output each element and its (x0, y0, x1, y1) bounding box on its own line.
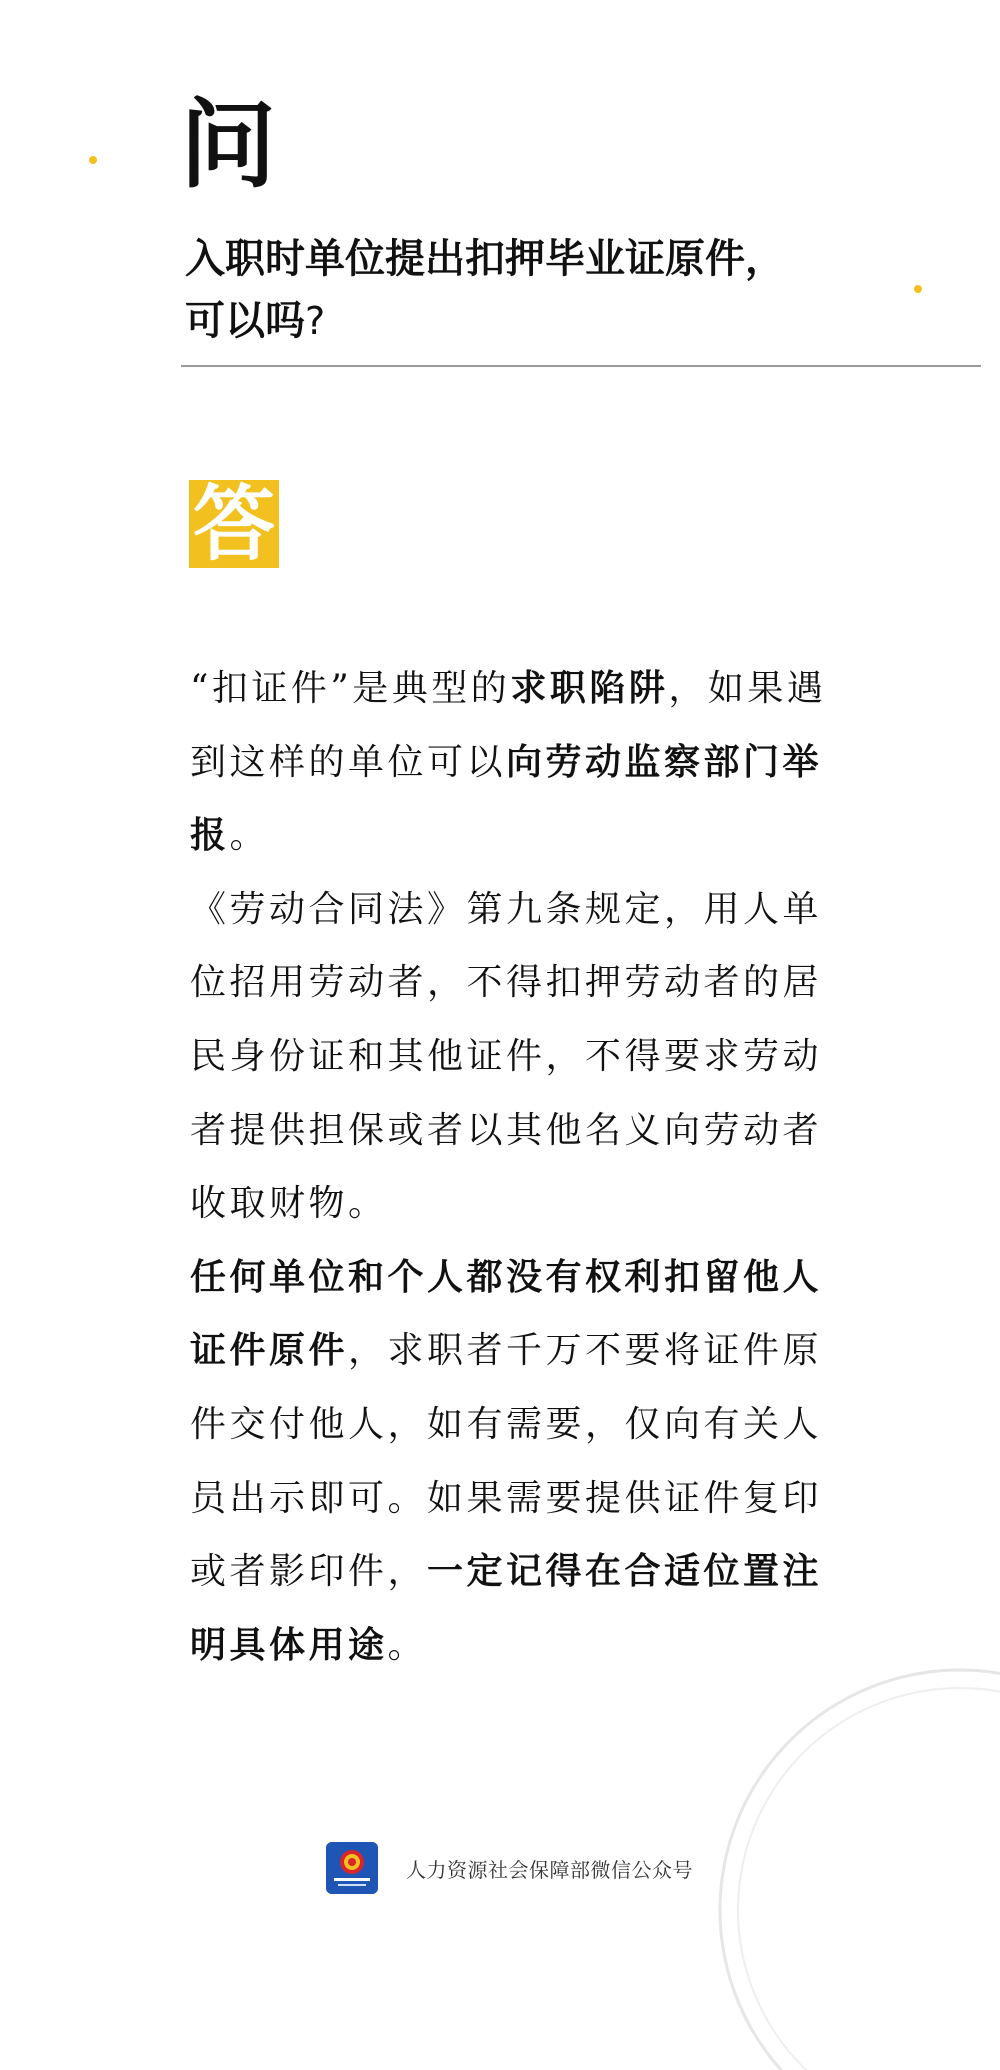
question-icon: 问 (180, 88, 276, 201)
answer-p1-bold-1: 求职陷阱 (510, 667, 669, 709)
answer-paragraph-2: 《劳动合同法》第九条规定，用人单位招用劳动者，不得扣押劳动者的居民身份证和其他证件，不得要求劳动者提供担保或者以其他名义向劳动者收取财物。 (190, 888, 823, 1225)
answer-body (190, 652, 850, 1682)
answer-p1-text-1: “扣证件”是典型的 (190, 668, 511, 709)
answer-p3-bold-1: 任何单位和个人都没有权利扣留他人证件原件 (190, 1255, 823, 1372)
answer-paragraph-3 (190, 1241, 850, 1683)
decorative-arc (700, 1650, 1000, 2070)
answer-paragraph-1 (190, 652, 850, 873)
question-mark: ? (305, 299, 326, 343)
answer-p3-bold-2: 一定记得在合适位置注明具体用途 (190, 1550, 823, 1666)
section-divider (181, 365, 981, 367)
question-heading (185, 228, 885, 352)
question-text: 入职时单位提出扣押毕业证原件， (185, 236, 785, 282)
decorative-dot-left (89, 156, 97, 164)
answer-p1-text-3: 。 (229, 815, 270, 857)
answer-p3-text-2: 。 (387, 1624, 428, 1666)
answer-p1-bold-2: 向劳动监察部门举报 (190, 740, 823, 857)
footer-source-text: 人力资源社会保障部微信公众号 (406, 1857, 693, 1882)
footer (326, 1842, 693, 1894)
answer-p1-text-2: ，如果遇到这样的单位可以 (190, 668, 827, 783)
answer-icon-char: 答 (192, 480, 275, 568)
question-text-line2: 可以吗 (185, 298, 305, 344)
decorative-dot-right (914, 285, 922, 293)
answer-p3-text-1: ，求职者千万不要将证件原件交付他人，如有需要，仅向有关人员出示即可。如果需要提供证件复印或者影印件， (190, 1330, 823, 1593)
answer-icon (189, 480, 279, 568)
national-emblem-icon (326, 1842, 378, 1894)
